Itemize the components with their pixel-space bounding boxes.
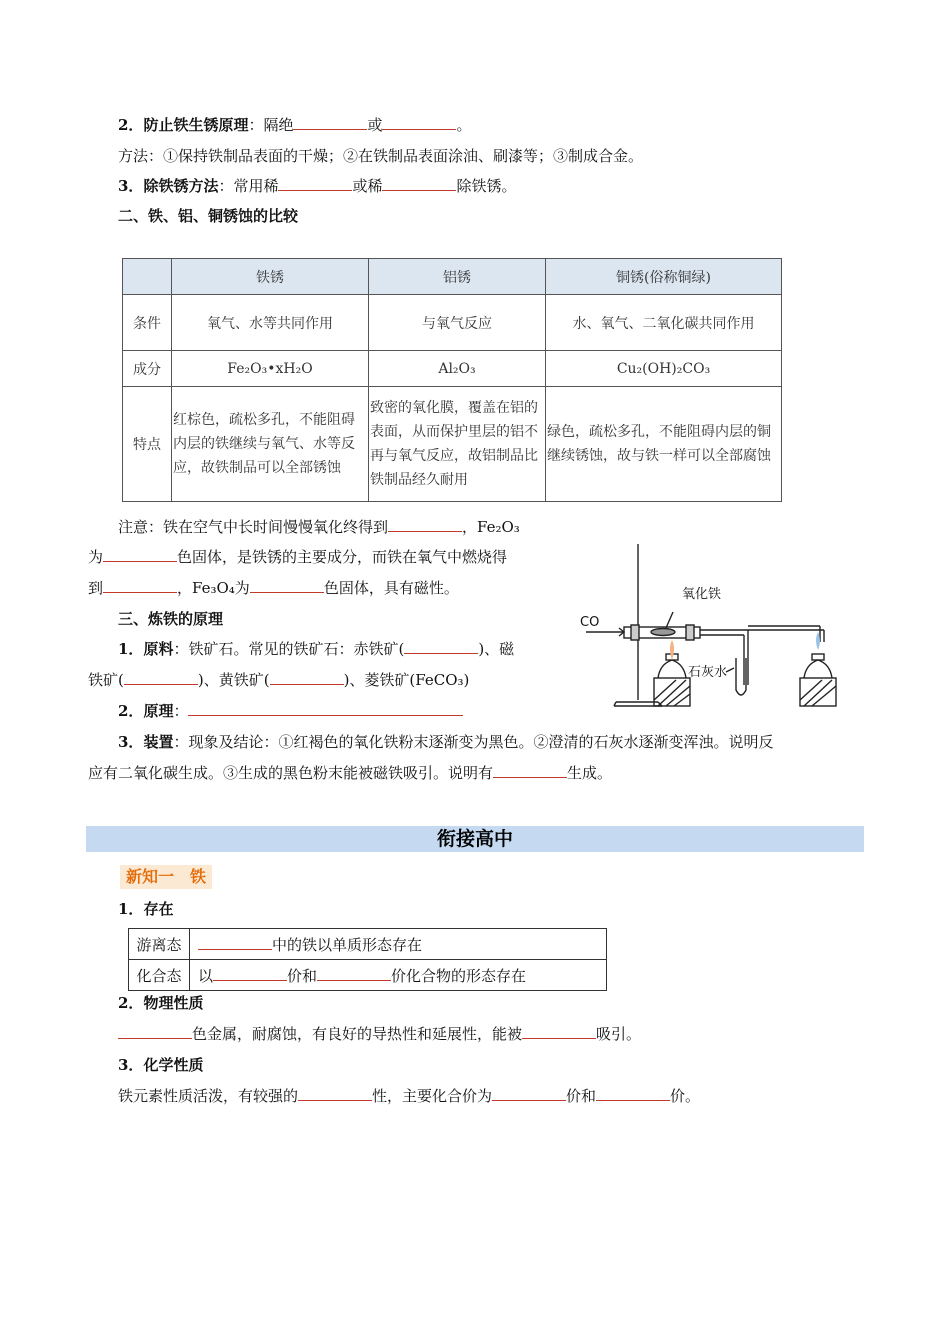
physical-heading: 2．物理性质 <box>118 994 204 1012</box>
note-line-1: 注意：铁在空气中长时间慢慢氧化终得到 ，Fe₂O₃ <box>118 518 520 536</box>
table-row-label: 特点 <box>123 387 172 502</box>
remove-rust-line: 3．除铁锈方法：常用稀 或稀 除铁锈。 <box>118 177 517 195</box>
answer-blank[interactable] <box>293 114 367 130</box>
combined-state-cell: 以 价和 价化合物的形态存在 <box>190 960 607 991</box>
prevent-rust-line: 2．防止铁生锈原理：隔绝 或 。 <box>118 116 472 134</box>
table-row-label: 条件 <box>123 295 172 351</box>
table-header-cell: 铜锈(俗称铜绿) <box>546 259 782 295</box>
table-cell: 致密的氧化膜，覆盖在铝的表面，从而保护里层的铝不再与氧气反应，故铝制品比铁制品经久耐用 <box>369 387 546 502</box>
answer-blank[interactable] <box>388 516 462 532</box>
table-row-label: 成分 <box>123 351 172 387</box>
formula-cu-rust: Cu₂(OH)₂CO₃ <box>546 351 782 387</box>
free-state-label: 游离态 <box>129 929 190 960</box>
smelting-heading: 三、炼铁的原理 <box>118 610 224 628</box>
answer-blank[interactable] <box>382 175 456 191</box>
table-cell: 氧气、水等共同作用 <box>172 295 369 351</box>
answer-blank[interactable] <box>298 1085 372 1101</box>
answer-blank[interactable] <box>492 1085 566 1101</box>
formula-fe-rust: Fe₂O₃•xH₂O <box>172 351 369 387</box>
table-cell: 水、氧气、二氧化碳共同作用 <box>546 295 782 351</box>
co-label: CO <box>580 615 600 630</box>
rust-comparison-table <box>122 258 782 502</box>
table-cell: 与氧气反应 <box>369 295 546 351</box>
answer-blank[interactable] <box>493 762 567 778</box>
table-cell: 红棕色，疏松多孔，不能阻碍内层的铁继续与氧气、水等反应，故铁制品可以全部锈蚀 <box>172 387 369 502</box>
table-header-cell: 铝锈 <box>369 259 546 295</box>
iron-smelting-apparatus <box>578 540 840 710</box>
connect-highschool-banner: 衔接高中 <box>86 826 864 852</box>
table-header-cell <box>123 259 172 295</box>
answer-blank[interactable] <box>213 965 287 981</box>
physical-line: 色金属，耐腐蚀，有良好的导热性和延展性，能被 吸引。 <box>118 1023 641 1045</box>
answer-blank[interactable] <box>382 114 456 130</box>
answer-blank[interactable] <box>270 669 344 685</box>
device-line-2: 应有二氧化碳生成。③生成的黑色粉末能被磁铁吸引。说明有 生成。 <box>88 764 613 782</box>
existence-heading: 1．存在 <box>118 900 174 918</box>
remove-rust-title: 除铁锈方法 <box>143 177 219 195</box>
answer-blank[interactable] <box>118 1023 192 1039</box>
answer-blank[interactable] <box>404 638 478 654</box>
answer-blank[interactable] <box>103 546 177 562</box>
principle-line: 2．原理： <box>118 700 463 722</box>
comparison-heading: 二、铁、铝、铜锈蚀的比较 <box>118 207 299 225</box>
answer-blank[interactable] <box>522 1023 596 1039</box>
answer-blank[interactable] <box>188 700 463 716</box>
raw-material-line: 1．原料：铁矿石。常见的铁矿石：赤铁矿( )、磁 <box>118 640 515 658</box>
answer-blank[interactable] <box>124 669 198 685</box>
answer-blank[interactable] <box>198 934 272 950</box>
lime-water-label: 石灰水 <box>688 665 728 680</box>
combined-state-label: 化合态 <box>129 960 190 991</box>
answer-blank[interactable] <box>103 577 177 593</box>
answer-blank[interactable] <box>278 175 352 191</box>
iron-oxide-label: 氧化铁 <box>682 587 722 602</box>
formula-al-rust: Al₂O₃ <box>369 351 546 387</box>
device-line-1: 3．装置：现象及结论：①红褐色的氧化铁粉末逐渐变为黑色。②澄清的石灰水逐渐变浑浊。说明反 <box>118 733 774 751</box>
free-state-cell: 中的铁以单质形态存在 <box>190 929 607 960</box>
table-header-cell: 铁锈 <box>172 259 369 295</box>
note-line-2: 为 色固体，是铁锈的主要成分，而铁在氧气中燃烧得 <box>88 548 508 566</box>
answer-blank[interactable] <box>250 577 324 593</box>
methods-line: 方法：①保持铁制品表面的干燥；②在铁制品表面涂油、刷漆等；③制成合金。 <box>118 147 644 165</box>
table-cell: 绿色，疏松多孔，不能阻碍内层的铜继续锈蚀，故与铁一样可以全部腐蚀 <box>546 387 782 502</box>
note-line-3: 到 ，Fe₃O₄为 色固体，具有磁性。 <box>88 579 459 597</box>
chemical-heading: 3．化学性质 <box>118 1056 204 1074</box>
answer-blank[interactable] <box>596 1085 670 1101</box>
raw-material-line-2: 铁矿( )、黄铁矿( )、菱铁矿(FeCO₃) <box>88 671 470 689</box>
existence-table <box>128 928 607 991</box>
prevent-rust-title: 防止铁生锈原理 <box>143 116 249 134</box>
new-knowledge-tag: 新知一 铁 <box>120 865 212 889</box>
answer-blank[interactable] <box>317 965 391 981</box>
chemical-line: 铁元素性质活泼，有较强的 性，主要化合价为 价和 价。 <box>118 1087 701 1105</box>
